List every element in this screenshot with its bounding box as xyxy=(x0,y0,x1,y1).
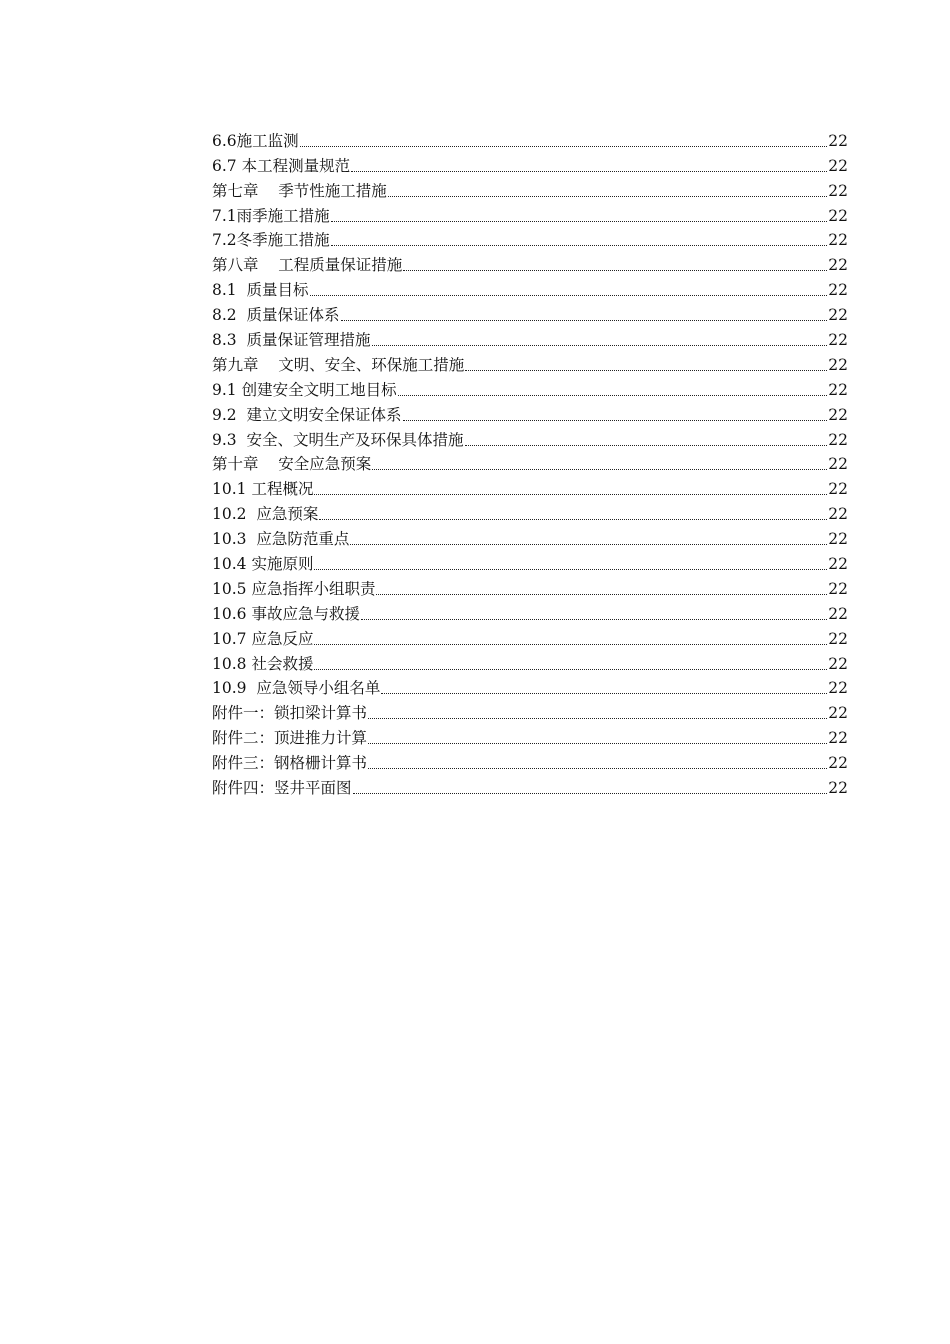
toc-entry[interactable] xyxy=(212,450,848,475)
toc-entry[interactable] xyxy=(212,723,848,748)
toc-entry-page-number: 22 xyxy=(828,256,848,275)
toc-dot-leader xyxy=(403,260,827,271)
toc-entry-page-number: 22 xyxy=(828,231,848,250)
toc-entry-title: 8.2 质量保证体系 xyxy=(212,306,340,325)
toc-entry[interactable] xyxy=(212,275,848,300)
toc-dot-leader xyxy=(376,584,827,595)
toc-dot-leader xyxy=(368,733,827,744)
toc-entry-page-number: 22 xyxy=(828,604,848,623)
table-of-contents xyxy=(212,126,848,798)
toc-entry[interactable] xyxy=(212,599,848,624)
toc-dot-leader xyxy=(465,435,828,446)
toc-entry-title: 7.2冬季施工措施 xyxy=(212,231,330,250)
toc-entry-page-number: 22 xyxy=(828,654,848,673)
toc-entry-title: 10.2 应急预案 xyxy=(212,505,319,524)
toc-entry[interactable] xyxy=(212,698,848,723)
toc-entry[interactable] xyxy=(212,549,848,574)
toc-entry[interactable] xyxy=(212,176,848,201)
toc-entry-title: 9.2 建立文明安全保证体系 xyxy=(212,405,402,424)
toc-entry-title: 第七章 季节性施工措施 xyxy=(212,181,387,200)
toc-entry-title: 10.7 应急反应 xyxy=(212,629,314,648)
toc-entry-page-number: 22 xyxy=(828,505,848,524)
toc-dot-leader xyxy=(331,235,828,246)
toc-entry-title: 6.7 本工程测量规范 xyxy=(212,156,351,175)
toc-dot-leader xyxy=(403,410,828,421)
toc-entry-title: 8.3 质量保证管理措施 xyxy=(212,331,371,350)
toc-dot-leader xyxy=(465,360,827,371)
toc-entry[interactable] xyxy=(212,649,848,674)
toc-dot-leader xyxy=(350,534,827,545)
toc-entry-page-number: 22 xyxy=(828,779,848,798)
toc-entry[interactable] xyxy=(212,624,848,649)
toc-entry-page-number: 22 xyxy=(828,555,848,574)
toc-entry-page-number: 22 xyxy=(828,331,848,350)
toc-entry-title: 10.8 社会救援 xyxy=(212,654,314,673)
toc-dot-leader xyxy=(372,335,828,346)
toc-dot-leader xyxy=(310,285,828,296)
toc-entry[interactable] xyxy=(212,773,848,798)
toc-dot-leader xyxy=(368,708,827,719)
toc-entry-page-number: 22 xyxy=(828,181,848,200)
toc-entry-title: 附件二：顶进推力计算 xyxy=(212,729,368,748)
toc-entry-title: 第八章 工程质量保证措施 xyxy=(212,256,403,275)
toc-entry-page-number: 22 xyxy=(828,206,848,225)
toc-entry[interactable] xyxy=(212,748,848,773)
toc-entry-page-number: 22 xyxy=(828,629,848,648)
toc-entry-page-number: 22 xyxy=(828,430,848,449)
toc-entry-title: 10.9 应急领导小组名单 xyxy=(212,679,381,698)
toc-dot-leader xyxy=(314,484,827,495)
toc-entry-title: 附件一：锁扣梁计算书 xyxy=(212,704,368,723)
toc-dot-leader xyxy=(353,783,828,794)
toc-dot-leader xyxy=(361,609,827,620)
toc-entry-title: 10.5 应急指挥小组职责 xyxy=(212,579,376,598)
toc-entry-title: 9.1 创建安全文明工地目标 xyxy=(212,380,397,399)
toc-entry[interactable] xyxy=(212,126,848,151)
toc-entry[interactable] xyxy=(212,201,848,226)
toc-dot-leader xyxy=(388,186,828,197)
toc-entry-page-number: 22 xyxy=(828,530,848,549)
toc-entry[interactable] xyxy=(212,674,848,699)
toc-dot-leader xyxy=(372,459,827,470)
toc-entry[interactable] xyxy=(212,375,848,400)
toc-entry[interactable] xyxy=(212,250,848,275)
toc-entry-title: 10.4 实施原则 xyxy=(212,555,314,574)
toc-entry-page-number: 22 xyxy=(828,306,848,325)
toc-entry[interactable] xyxy=(212,499,848,524)
toc-entry-title: 第九章 文明、安全、环保施工措施 xyxy=(212,355,465,374)
toc-entry[interactable] xyxy=(212,574,848,599)
toc-dot-leader xyxy=(381,683,827,694)
toc-dot-leader xyxy=(398,385,828,396)
toc-entry-page-number: 22 xyxy=(828,455,848,474)
toc-entry-title: 9.3 安全、文明生产及环保具体措施 xyxy=(212,430,464,449)
toc-entry-page-number: 22 xyxy=(828,380,848,399)
toc-entry-title: 6.6施工监测 xyxy=(212,131,299,150)
toc-entry[interactable] xyxy=(212,300,848,325)
toc-entry-title: 8.1 质量目标 xyxy=(212,281,309,300)
toc-entry-page-number: 22 xyxy=(828,131,848,150)
toc-dot-leader xyxy=(341,310,828,321)
toc-dot-leader xyxy=(331,211,828,222)
toc-entry-page-number: 22 xyxy=(828,579,848,598)
toc-entry-page-number: 22 xyxy=(828,355,848,374)
toc-entry-page-number: 22 xyxy=(828,156,848,175)
toc-entry[interactable] xyxy=(212,325,848,350)
toc-entry-page-number: 22 xyxy=(828,754,848,773)
toc-dot-leader xyxy=(314,634,827,645)
toc-entry-title: 附件三：钢格栅计算书 xyxy=(212,754,368,773)
toc-entry-title: 10.3 应急防范重点 xyxy=(212,530,350,549)
toc-entry[interactable] xyxy=(212,425,848,450)
toc-entry[interactable] xyxy=(212,524,848,549)
toc-dot-leader xyxy=(368,758,827,769)
toc-entry-title: 10.6 事故应急与救援 xyxy=(212,604,360,623)
toc-dot-leader xyxy=(314,659,827,670)
toc-entry-title: 10.1 工程概况 xyxy=(212,480,314,499)
toc-entry-page-number: 22 xyxy=(828,405,848,424)
toc-entry[interactable] xyxy=(212,226,848,251)
toc-entry-title: 7.1雨季施工措施 xyxy=(212,206,330,225)
toc-entry-page-number: 22 xyxy=(828,679,848,698)
toc-dot-leader xyxy=(314,559,827,570)
toc-entry[interactable] xyxy=(212,151,848,176)
toc-entry[interactable] xyxy=(212,400,848,425)
toc-entry-page-number: 22 xyxy=(828,281,848,300)
toc-dot-leader xyxy=(319,509,827,520)
toc-dot-leader xyxy=(300,136,828,147)
toc-entry[interactable] xyxy=(212,474,848,499)
toc-entry-page-number: 22 xyxy=(828,704,848,723)
toc-entry-title: 第十章 安全应急预案 xyxy=(212,455,372,474)
toc-entry-title: 附件四：竖井平面图 xyxy=(212,779,352,798)
toc-entry-page-number: 22 xyxy=(828,729,848,748)
toc-dot-leader xyxy=(351,161,827,172)
toc-entry-page-number: 22 xyxy=(828,480,848,499)
toc-entry[interactable] xyxy=(212,350,848,375)
